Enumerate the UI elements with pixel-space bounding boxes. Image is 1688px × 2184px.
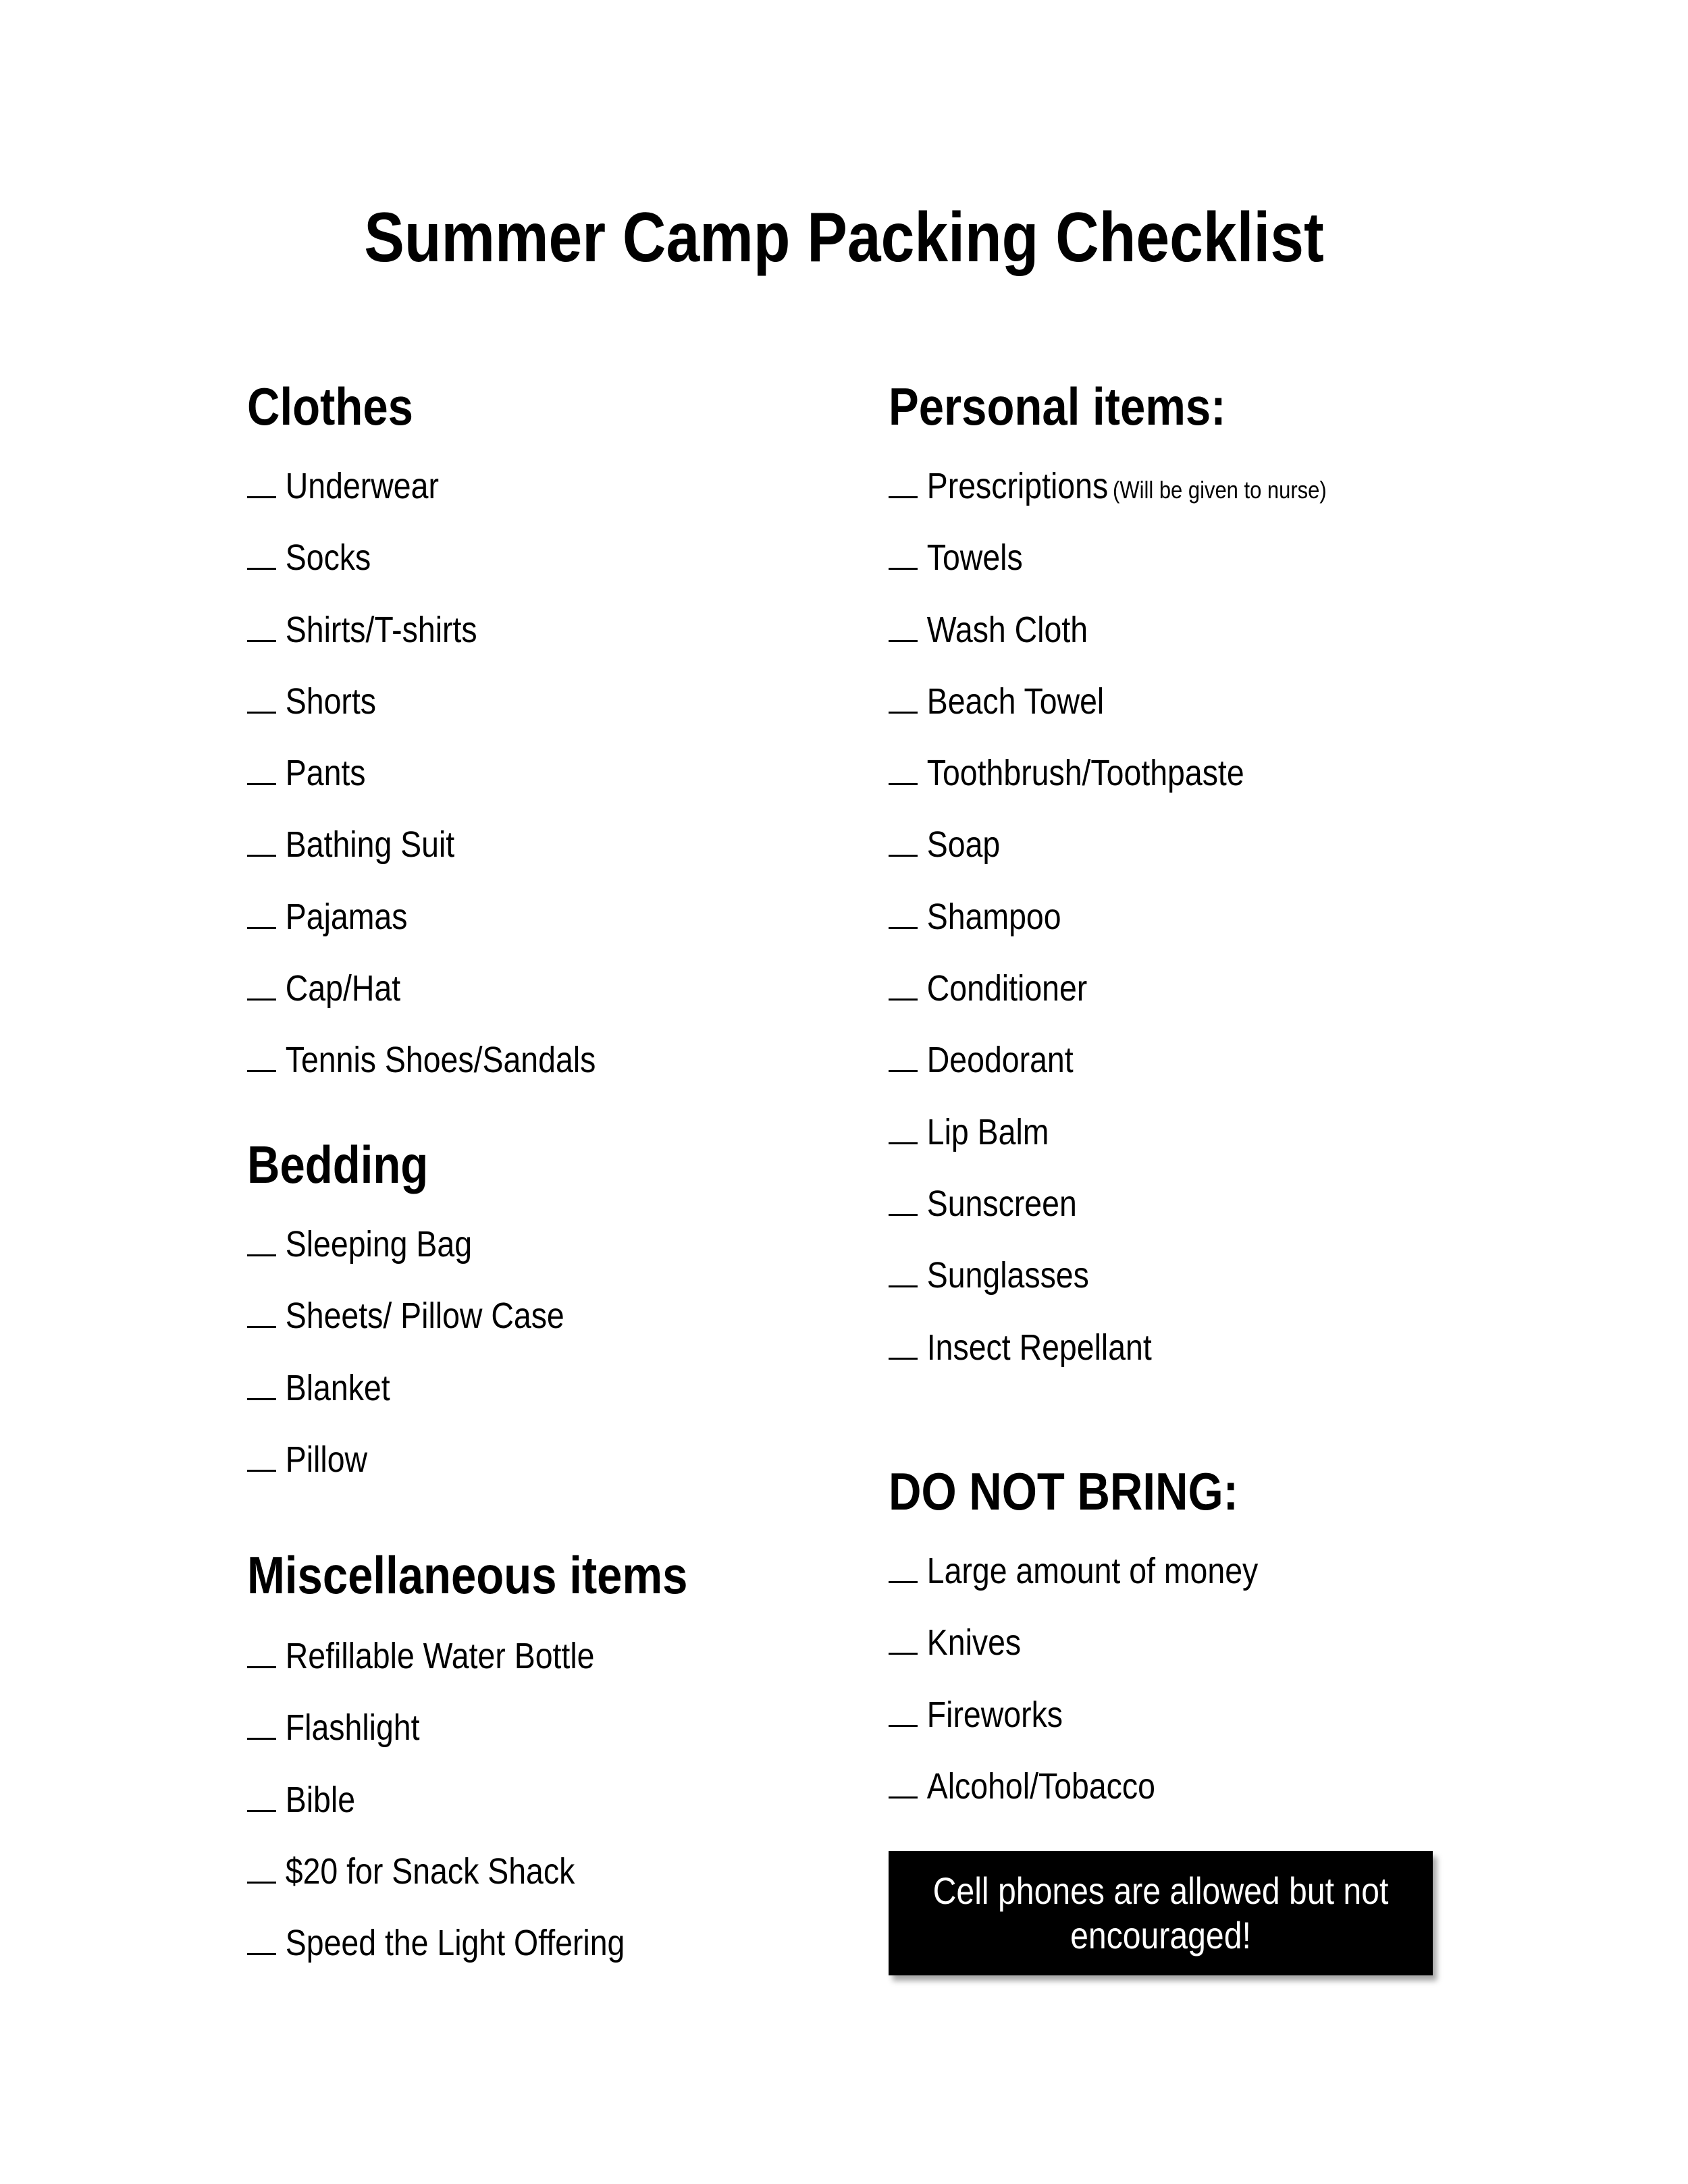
checkbox-blank[interactable] (247, 826, 276, 857)
checkbox-blank[interactable] (247, 1298, 276, 1328)
checkbox-blank[interactable] (889, 1697, 918, 1727)
item-label: Prescriptions (926, 466, 1109, 506)
checkbox-blank[interactable] (247, 1925, 276, 1955)
checklist-misc (247, 1620, 686, 1979)
item-label: Shirts/T-shirts (285, 609, 477, 650)
checklist-clothes (247, 450, 652, 1096)
checkbox-blank[interactable] (889, 1186, 918, 1216)
checkbox-blank[interactable] (889, 899, 918, 929)
item-label: Sunscreen (926, 1183, 1077, 1224)
checklist-item (247, 450, 652, 522)
checklist-item (247, 1280, 616, 1352)
checkbox-blank[interactable] (247, 683, 276, 714)
checklist-item (247, 522, 652, 593)
checklist-item (889, 737, 1398, 809)
checkbox-blank[interactable] (889, 539, 918, 570)
checkbox-blank[interactable] (889, 1042, 918, 1072)
item-label: Large amount of money (926, 1551, 1259, 1591)
checklist-item (247, 881, 652, 953)
item-label: Pants (285, 753, 366, 794)
checkbox-blank[interactable] (889, 1624, 918, 1655)
checkbox-blank[interactable] (247, 1782, 276, 1812)
item-label: Towels (926, 537, 1023, 579)
checkbox-blank[interactable] (247, 899, 276, 929)
item-label: Refillable Water Bottle (285, 1636, 595, 1676)
section-heading-clothes: Clothes (247, 377, 413, 436)
checkbox-blank[interactable] (247, 755, 276, 785)
checklist-item (889, 1751, 1318, 1822)
checkbox-blank[interactable] (889, 612, 918, 642)
checkbox-blank[interactable] (889, 1768, 918, 1799)
item-label: Knives (926, 1622, 1022, 1663)
item-label: Tennis Shoes/Sandals (285, 1040, 596, 1081)
item-label: Flashlight (285, 1707, 420, 1749)
checkbox-blank[interactable] (247, 612, 276, 642)
checkbox-blank[interactable] (889, 683, 918, 714)
item-label: Underwear (285, 466, 439, 506)
item-label: Alcohol/Tobacco (926, 1765, 1155, 1807)
item-label: Toothbrush/Toothpaste (926, 753, 1244, 794)
page-title: Summer Camp Packing Checklist (364, 198, 1324, 277)
checklist-item (889, 1240, 1398, 1311)
item-label: Conditioner (926, 968, 1088, 1009)
item-label: Deodorant (926, 1040, 1074, 1081)
item-label: Sheets/ Pillow Case (285, 1296, 564, 1337)
checkbox-blank[interactable] (889, 970, 918, 1001)
checklist-item (889, 809, 1398, 880)
checklist-item (889, 1168, 1398, 1240)
checkbox-blank[interactable] (247, 1370, 276, 1400)
item-label: Sleeping Bag (285, 1224, 473, 1264)
item-label: Bathing Suit (285, 824, 455, 865)
checkbox-blank[interactable] (889, 1257, 918, 1287)
checklist-item (247, 1352, 616, 1424)
checklist-item (247, 1764, 686, 1836)
callout-text: Cell phones are allowed but not encouraged! (932, 1869, 1389, 1956)
checkbox-blank[interactable] (889, 468, 918, 498)
checkbox-blank[interactable] (247, 468, 276, 498)
checkbox-blank[interactable] (889, 755, 918, 785)
checklist-item (889, 1312, 1398, 1383)
item-label: Pajamas (285, 896, 408, 937)
checklist-item (889, 953, 1398, 1024)
checkbox-blank[interactable] (889, 1114, 918, 1144)
checklist-item (247, 1620, 686, 1692)
item-label: Bible (285, 1779, 356, 1820)
section-heading-misc: Miscellaneous items (247, 1545, 688, 1605)
item-label: Socks (285, 537, 371, 579)
checkbox-blank[interactable] (889, 826, 918, 857)
item-label: Shorts (285, 681, 376, 722)
item-label: Cap/Hat (285, 968, 401, 1009)
cell-phone-callout (889, 1851, 1433, 1975)
checklist-item (889, 450, 1398, 522)
checkbox-blank[interactable] (247, 1638, 276, 1668)
checklist-bedding (247, 1208, 616, 1495)
item-label: Shampoo (926, 896, 1061, 937)
checkbox-blank[interactable] (889, 1329, 918, 1360)
checklist-item (889, 666, 1398, 737)
item-label: Beach Towel (926, 681, 1105, 722)
checkbox-blank[interactable] (247, 1853, 276, 1884)
checklist-item (247, 1907, 686, 1979)
checklist-item (889, 1679, 1318, 1751)
checkbox-blank[interactable] (247, 539, 276, 570)
checklist-do-not-bring (889, 1535, 1318, 1822)
checklist-item (247, 1024, 652, 1096)
checkbox-blank[interactable] (247, 1709, 276, 1740)
section-heading-personal: Personal items: (889, 377, 1226, 436)
item-label: Soap (926, 824, 1001, 865)
item-label: Blanket (285, 1367, 390, 1408)
checkbox-blank[interactable] (247, 1042, 276, 1072)
checklist-item (247, 737, 652, 809)
checkbox-blank[interactable] (889, 1553, 918, 1583)
checklist-item (889, 1024, 1398, 1096)
checklist-item (889, 522, 1398, 593)
checklist-item (247, 594, 652, 666)
checklist-item (889, 1607, 1318, 1678)
item-label: Sunglasses (926, 1255, 1089, 1296)
checklist-item (889, 1096, 1398, 1168)
checklist-item (889, 594, 1398, 666)
checklist-item (247, 666, 652, 737)
prescription-note: (Will be given to nurse) (1113, 476, 1327, 504)
item-label: Speed the Light Offering (285, 1923, 625, 1964)
checklist-item (247, 1692, 686, 1763)
section-heading-bedding: Bedding (247, 1135, 429, 1194)
item-label: Pillow (285, 1439, 368, 1480)
checklist-item (247, 1424, 616, 1495)
item-label: Lip Balm (926, 1111, 1049, 1152)
checklist-item (889, 881, 1398, 953)
checklist-item (247, 953, 652, 1024)
item-label: Fireworks (926, 1694, 1063, 1735)
checkbox-blank[interactable] (247, 970, 276, 1001)
item-label: Insect Repellant (926, 1327, 1152, 1368)
checkbox-blank[interactable] (247, 1441, 276, 1472)
checklist-item (889, 1535, 1318, 1607)
checkbox-blank[interactable] (247, 1226, 276, 1256)
section-heading-do-not-bring: DO NOT BRING: (889, 1462, 1238, 1521)
checklist-item (247, 1836, 686, 1907)
checklist-item (247, 1208, 616, 1280)
checklist-personal (889, 450, 1398, 1383)
item-label: $20 for Snack Shack (285, 1850, 575, 1892)
checklist-item (247, 809, 652, 880)
item-label: Wash Cloth (926, 609, 1088, 650)
